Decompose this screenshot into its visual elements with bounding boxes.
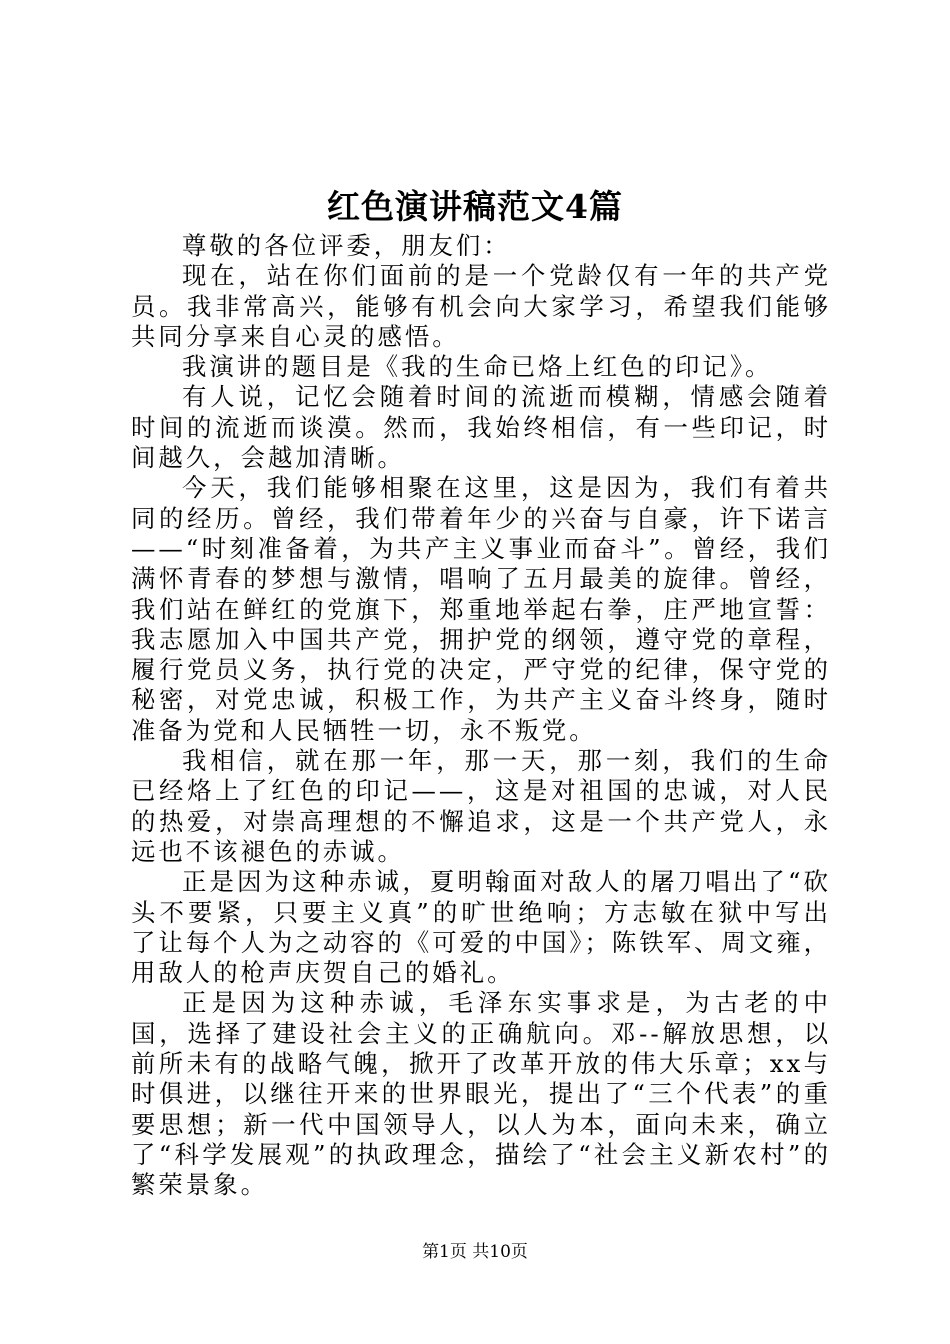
paragraph-leaders: 正是因为这种赤诚，毛泽东实事求是，为古老的中国，选择了建设社会主义的正确航向。邓--解放思想，以前所未有的战略气魄，掀开了改革开放的伟大乐章；xx与时俱进，以继往开来的世界眼光，提出了“三个代表”的重要思想；新一代中国领导人，以人为本，面向未来，确立了“科学发展观”的执政理念，描绘了“社会主义新农村”的繁荣景象。 bbox=[131, 988, 831, 1200]
paragraph-martyrs: 正是因为这种赤诚，夏明翰面对敌人的屠刀唱出了“砍头不要紧，只要主义真”的旷世绝响；方志敏在狱中写出了让每个人为之动容的《可爱的中国》；陈铁军、周文雍，用敌人的枪声庆贺自己的婚礼。 bbox=[131, 867, 831, 988]
paragraph-memory: 有人说，记忆会随着时间的流逝而模糊，情感会随着时间的流逝而谈漠。然而，我始终相信，有一些印记，时间越久，会越加清晰。 bbox=[131, 382, 831, 473]
paragraph-red-mark: 我相信，就在那一年，那一天，那一刻，我们的生命已经烙上了红色的印记——，这是对祖国的忠诚，对人民的热爱，对崇高理想的不懈追求，这是一个共产党人，永远也不该褪色的赤诚。 bbox=[131, 746, 831, 866]
paragraph-salutation: 尊敬的各位评委，朋友们： bbox=[182, 231, 511, 260]
document-title: 红色演讲稿范文4篇 bbox=[327, 187, 623, 226]
document-body bbox=[131, 231, 831, 1201]
paragraph-introduction: 现在，站在你们面前的是一个党龄仅有一年的共产党员。我非常高兴，能够有机会向大家学习，希望我们能够共同分享来自心灵的感悟。 bbox=[131, 261, 831, 351]
paragraph-oath: 今天，我们能够相聚在这里，这是因为，我们有着共同的经历。曾经，我们带着年少的兴奋与自豪，许下诺言——“时刻准备着，为共产主义事业而奋斗”。曾经，我们满怀青春的梦想与激情，唱响了五月最美的旋律。曾经，我们站在鲜红的党旗下，郑重地举起右拳，庄严地宣誓：我志愿加入中国共产党，拥护党的纲领，遵守党的章程，履行党员义务，执行党的决定，严守党的纪律，保守党的秘密，对党忠诚，积极工作，为共产主义奋斗终身，随时准备为党和人民牺牲一切，永不叛党。 bbox=[131, 473, 831, 745]
paragraph-speech-topic: 我演讲的题目是《我的生命已烙上红色的印记》。 bbox=[182, 352, 773, 382]
page-number-footer: 第1页 共10页 bbox=[422, 1242, 528, 1262]
